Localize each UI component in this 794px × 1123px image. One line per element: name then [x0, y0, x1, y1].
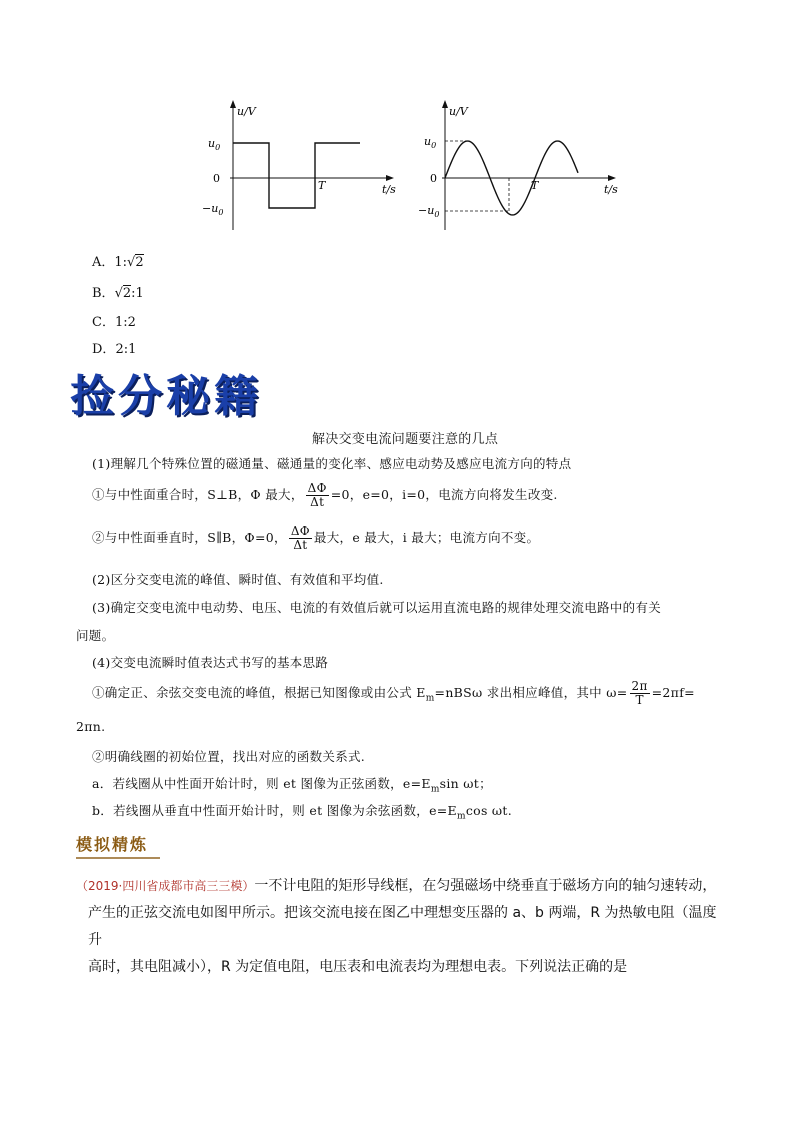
- x-axis-label: t/s: [604, 183, 618, 196]
- option-d[interactable]: D．2:1: [92, 342, 137, 357]
- u0-label: $u_0$: [208, 137, 221, 152]
- u0-label: $u_0$: [424, 135, 437, 150]
- tip-4b: ②明确线圈的初始位置，找出对应的函数关系式.: [92, 749, 366, 764]
- tip-1b: ②与中性面垂直时，S∥B，Φ=0， $\frac{\Delta\Phi}{\Delta t}$ 最大，e 最大，i 最大；电流方向不变。: [92, 524, 540, 552]
- x-axis-label: t/s: [382, 183, 396, 196]
- mock-title-block: [76, 832, 160, 859]
- mock-title: 模拟精炼: [76, 835, 149, 854]
- neg-u0-label: $-u_0$: [202, 202, 224, 217]
- tip-4d: b．若线圈从垂直中性面开始计时，则 et 图像为余弦函数，$e=E_m\cos$ ωt.: [92, 803, 513, 822]
- sqrt-symbol: √: [127, 255, 136, 270]
- tip-2: (2)区分交变电流的峰值、瞬时值、有效值和平均值.: [92, 572, 384, 587]
- origin-label: 0: [430, 172, 437, 185]
- tip-4: (4)交变电流瞬时值表达式书写的基本思路: [92, 655, 329, 670]
- tips-heading: 解决交变电流问题要注意的几点: [312, 432, 499, 447]
- sine-wave-graph: [418, 95, 628, 235]
- tip-4a-line2: 2πn.: [76, 719, 106, 734]
- y-axis-label: u/V: [449, 105, 468, 118]
- tip-4a: ①确定正、余弦交变电流的峰值，根据已知图像或由公式 $E_m=nBS\omega$ 求出相应峰值，其中 ω= $\frac{2\pi}{T}$ =2πf=: [92, 679, 695, 707]
- sqrt-symbol: √: [114, 286, 123, 301]
- tip-4c: a．若线圈从中性面开始计时，则 et 图像为正弦函数，$e=E_m\sin$ ωt；: [92, 776, 492, 795]
- period-label: T: [531, 179, 539, 192]
- y-axis-label: u/V: [237, 105, 256, 118]
- section-banner: [70, 372, 294, 422]
- mock-title-underline: [76, 857, 160, 859]
- mock-question: （2019·四川省成都市高三三模）一不计电阻的矩形导线框，在匀强磁场中绕垂直于磁场方向的轴匀速转动， 产生的正弦交流电如图甲所示。把该交流电接在图乙中理想变压器的 a、b 两端，R 为热敏电阻（温度升 高时，其电阻减小），R 为定值电阻，电压表和电流表均为理想电表。下列说法正确的是: [76, 878, 717, 975]
- option-b[interactable]: B．√2:1: [92, 286, 144, 301]
- tip-3-line2: 问题。: [76, 628, 115, 643]
- tip-1a: ①与中性面重合时，S⊥B，Φ 最大， $\frac{\Delta\Phi}{\Delta t}$ =0，e=0，i=0，电流方向将发生改变.: [92, 481, 558, 509]
- question-source: （2019·四川省成都市高三三模）: [76, 879, 255, 893]
- banner-title: 捡分秘籍: [70, 371, 262, 422]
- origin-label: 0: [213, 172, 220, 185]
- option-c[interactable]: C．1:2: [92, 315, 136, 330]
- option-a[interactable]: A．1:√2: [92, 255, 144, 270]
- square-wave-graph: [200, 95, 400, 235]
- tip-3-line1: (3)确定交变电流中电动势、电压、电流的有效值后就可以运用直流电路的规律处理交流电路中的有关: [92, 600, 662, 615]
- tip-1: (1)理解几个特殊位置的磁通量、磁通量的变化率、感应电动势及感应电流方向的特点: [92, 456, 572, 471]
- neg-u0-label: $-u_0$: [418, 204, 440, 219]
- period-label: T: [318, 179, 326, 192]
